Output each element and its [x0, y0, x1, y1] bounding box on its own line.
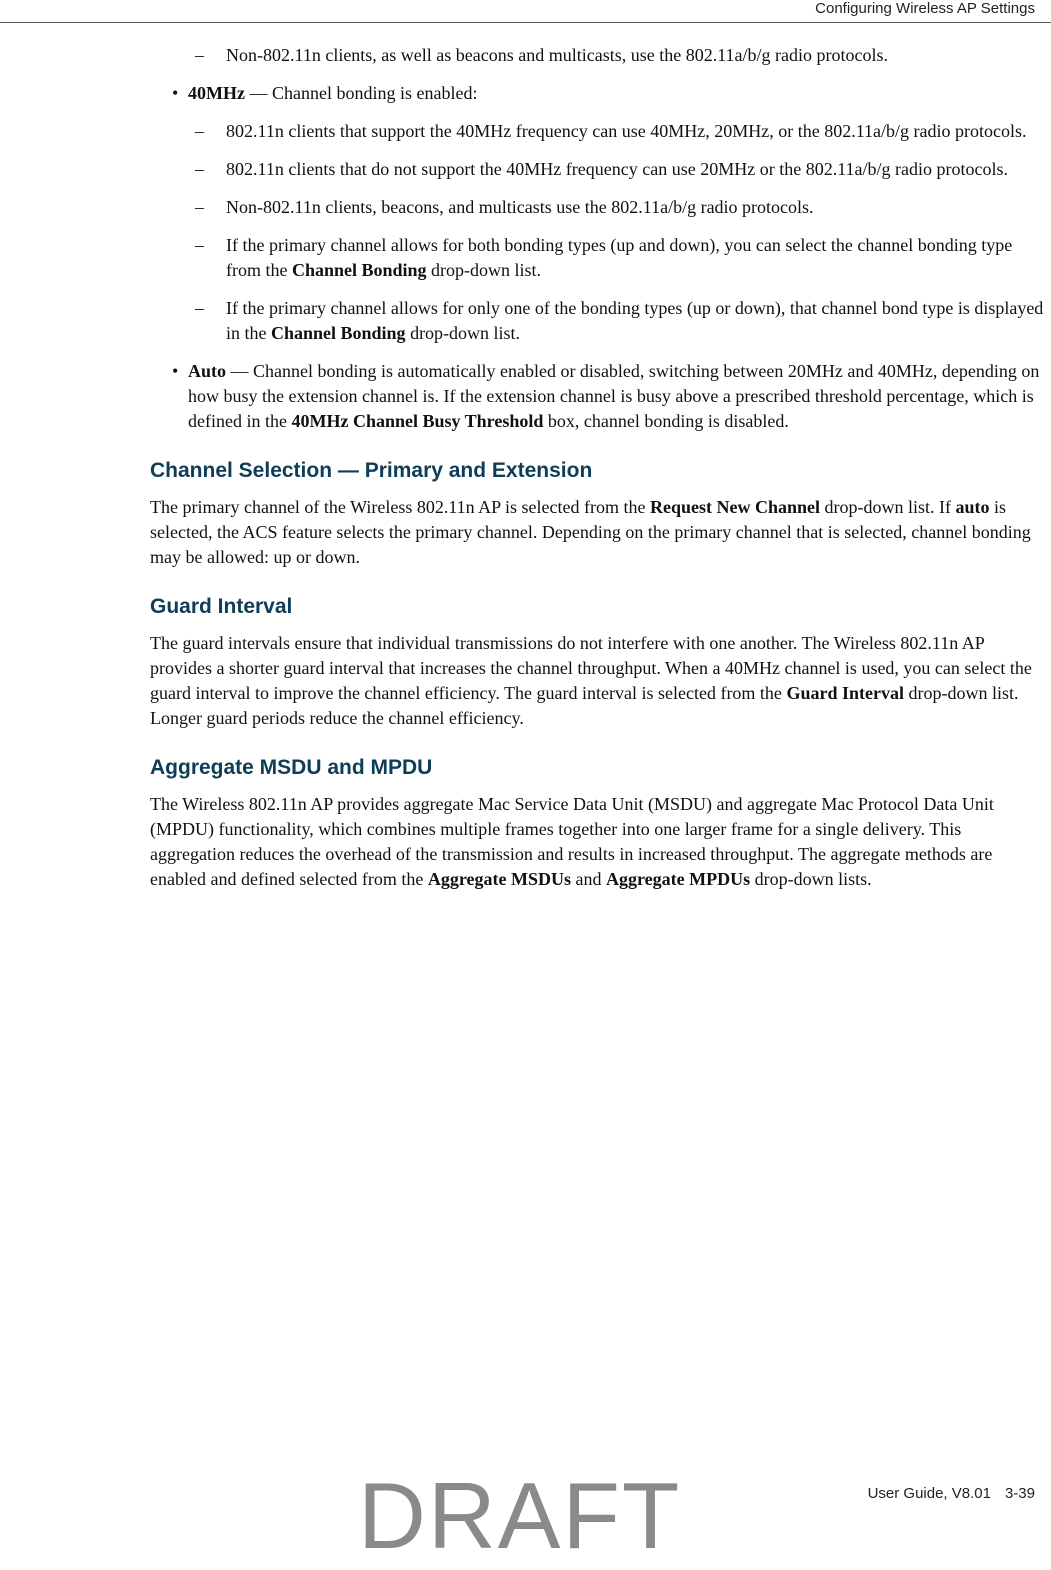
list-item	[195, 195, 1048, 220]
list-item-text: If the primary channel allows for both bonding types (up and down), you can select the channel bonding type from the	[226, 235, 1013, 280]
list-item-text: 802.11n clients that support the 40MHz frequency can use 40MHz, 20MHz, or the 802.11a/b/g radio protocols.	[226, 121, 1027, 141]
page-content	[150, 43, 1048, 892]
list-item-text: 802.11n clients that do not support the 40MHz frequency can use 20MHz or the 802.11a/b/g radio protocols.	[226, 159, 1008, 179]
paragraph-channel-selection	[150, 495, 1048, 570]
bullet-marker: •	[172, 83, 179, 103]
bullet-auto-text-end: box, channel bonding is disabled.	[543, 411, 789, 431]
threshold-term: 40MHz Channel Busy Threshold	[291, 411, 544, 431]
list-item	[195, 233, 1048, 283]
dash-marker: –	[195, 45, 204, 65]
list-item	[195, 296, 1048, 346]
text-run: drop-down list. Longer guard periods reduce the channel efficiency.	[150, 683, 1019, 728]
channel-bonding-term: Channel Bonding	[271, 323, 406, 343]
dash-marker: –	[195, 159, 204, 179]
guard-interval-term: Guard Interval	[786, 683, 904, 703]
header-title: Configuring Wireless AP Settings	[815, 0, 1035, 17]
text-run: The guard intervals ensure that individual transmissions do not interfere with one another. The Wireless 802.11n AP provides a shorter guard interval that increases the channel throughput. When a 40MHz channel is used, you can select the guard interval to improve the channel efficiency. The guard interval is selected from the	[150, 633, 1032, 703]
list-item-text: drop-down list.	[426, 260, 542, 280]
page-footer	[868, 1485, 1035, 1502]
text-run: The primary channel of the Wireless 802.11n AP is selected from the	[150, 497, 650, 517]
list-item	[195, 157, 1048, 182]
text-run: The Wireless 802.11n AP provides aggregate Mac Service Data Unit (MSDU) and aggregate Mac Protocol Data Unit (MPDU) functionality, which combines multiple frames together into one larger frame for a single delivery. This aggregation reduces the overhead of the transmission and results in increased throughput. The aggregate methods are enabled and defined selected from the	[150, 794, 994, 889]
paragraph-aggregate	[150, 792, 1048, 892]
term-auto: Auto	[188, 361, 227, 381]
heading-guard-interval: Guard Interval	[150, 595, 293, 618]
running-header	[0, 0, 1051, 23]
list-item-text: Non-802.11n clients, beacons, and multicasts use the 802.11a/b/g radio protocols.	[226, 197, 814, 217]
request-new-channel-term: Request New Channel	[649, 497, 820, 517]
dash-marker: –	[195, 197, 204, 217]
list-item-text: If the primary channel allows for only one of the bonding types (up or down), that channel bond type is displayed in the	[226, 298, 1044, 343]
footer-guide: User Guide, V8.01	[867, 1485, 991, 1502]
text-run: is selected, the ACS feature selects the primary channel. Depending on the primary channel that is selected, channel bonding may be allowed: up or down.	[150, 497, 1031, 567]
heading-channel-selection: Channel Selection — Primary and Extension	[150, 459, 593, 482]
bullet-marker: •	[172, 361, 179, 381]
text-run: and	[571, 869, 607, 889]
bullet-40mhz-text: — Channel bonding is enabled:	[244, 83, 478, 103]
channel-bonding-term: Channel Bonding	[291, 260, 427, 280]
dash-marker: –	[195, 121, 204, 141]
draft-watermark: DRAFT	[358, 1463, 682, 1568]
list-item-text: drop-down list.	[405, 323, 521, 343]
aggregate-mpdus-term: Aggregate MPDUs	[606, 869, 751, 889]
list-item-text: Non-802.11n clients, as well as beacons and multicasts, use the 802.11a/b/g radio protocols.	[226, 45, 889, 65]
auto-term: auto	[955, 497, 990, 517]
dash-marker: –	[195, 298, 204, 318]
list-item	[195, 43, 1048, 68]
bullet-40mhz	[172, 81, 1048, 106]
bullet-auto	[172, 359, 1048, 434]
dash-marker: –	[195, 235, 204, 255]
paragraph-guard-interval	[150, 631, 1048, 731]
term-40mhz: 40MHz	[188, 83, 245, 103]
page-number: 3-39	[1004, 1485, 1035, 1502]
bullet-auto-text: — Channel bonding is automatically enabled or disabled, switching between 20MHz and 40MHz, depending on how busy the extension channel is. If the extension channel is busy above a prescribed threshold percentage, which is defined in the	[188, 361, 1040, 431]
aggregate-msdus-term: Aggregate MSDUs	[427, 869, 572, 889]
heading-aggregate: Aggregate MSDU and MPDU	[150, 756, 433, 779]
text-run: drop-down lists.	[750, 869, 872, 889]
list-item	[195, 119, 1048, 144]
text-run: drop-down list. If	[820, 497, 956, 517]
